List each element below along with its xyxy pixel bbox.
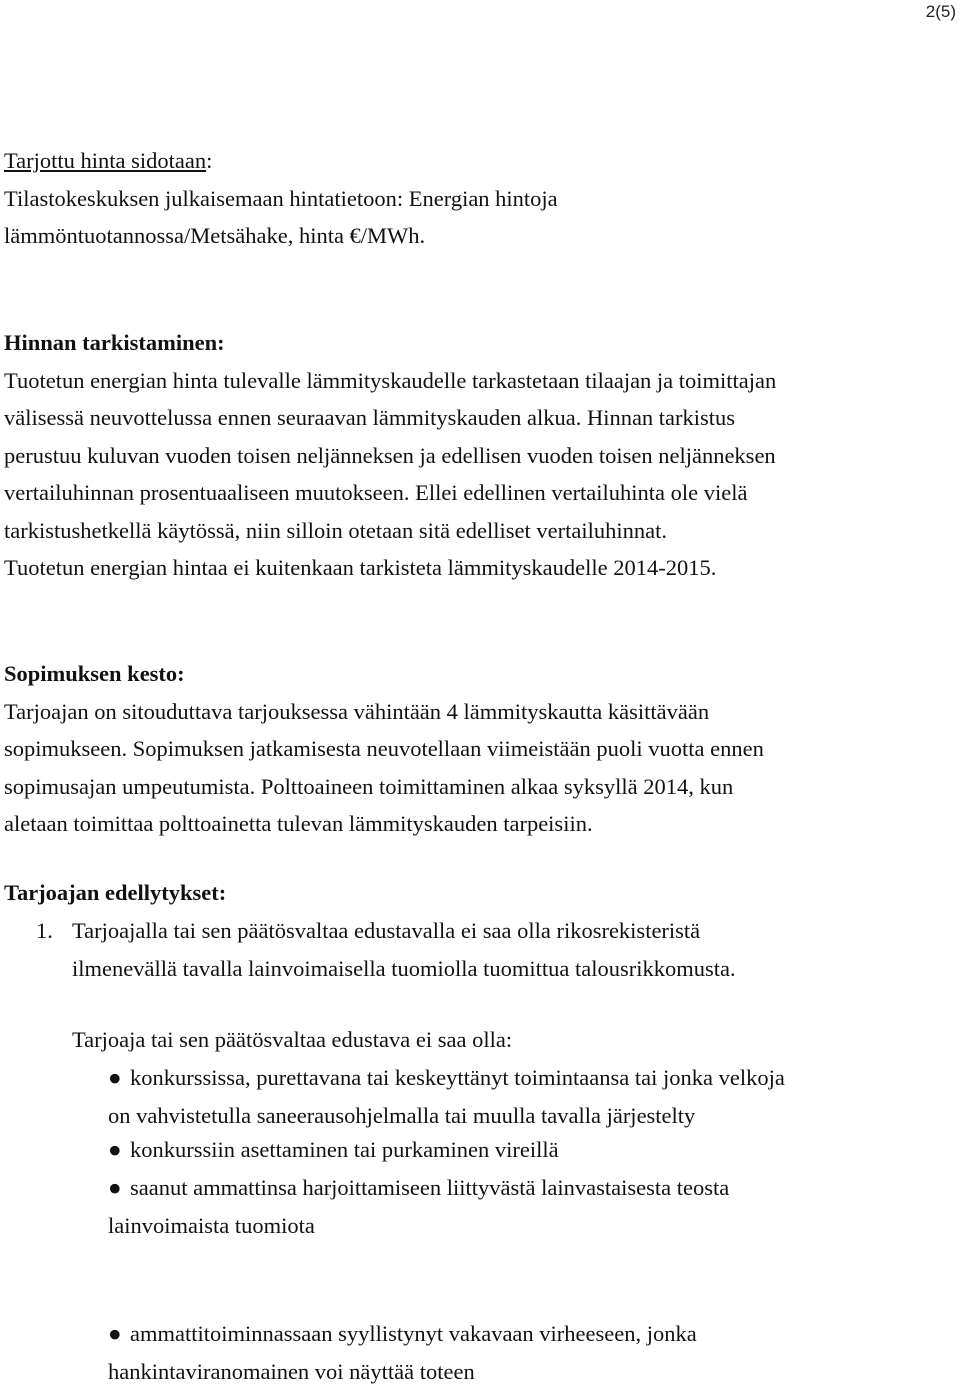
- price-binding-line-2: lämmöntuotannossa/Metsähake, hinta €/MWh.: [4, 217, 956, 255]
- bullet-item-4: [108, 1315, 956, 1390]
- price-review-line-4: vertailuhinnan prosentuaaliseen muutokseen. Ellei edellinen vertailuhinta ole vielä: [4, 474, 956, 512]
- price-review-line-5: tarkistushetkellä käytössä, niin silloin otetaan sitä edelliset vertailuhinnat.: [4, 512, 956, 550]
- page-number: 2(5): [926, 2, 956, 22]
- bullet-item-3-line-2: lainvoimaista tuomiota: [108, 1207, 956, 1245]
- bullet-item-4-line-2: hankintaviranomainen voi näyttää toteen: [108, 1353, 956, 1390]
- bullet-item-1-line-2: on vahvistetulla saneerausohjelmalla tai muulla tavalla järjestelty: [108, 1097, 956, 1135]
- bullet-item-1: [108, 1059, 956, 1134]
- price-review-line-6: Tuotetun energian hintaa ei kuitenkaan tarkisteta lämmityskaudelle 2014-2015.: [4, 549, 956, 587]
- bullet-icon: ●: [108, 1169, 130, 1207]
- bullet-item-2: [108, 1131, 956, 1169]
- price-review-heading: Hinnan tarkistaminen:: [4, 324, 956, 362]
- requirements-heading: Tarjoajan edellytykset:: [4, 874, 956, 912]
- bullet-item-2-line-1: konkurssiin asettaminen tai purkaminen vireillä: [130, 1137, 559, 1162]
- bullet-item-3: [108, 1169, 956, 1244]
- requirement-item-1: [36, 912, 956, 987]
- contract-duration-heading: Sopimuksen kesto:: [4, 655, 956, 693]
- price-binding-heading-colon: :: [206, 148, 212, 173]
- contract-duration-line-1: Tarjoajan on sitouduttava tarjouksessa vähintään 4 lämmityskautta käsittävään: [4, 693, 956, 731]
- bullet-item-1-line-1: konkurssissa, purettavana tai keskeyttänyt toimintaansa tai jonka velkoja: [130, 1065, 785, 1090]
- bullet-icon: ●: [108, 1131, 130, 1169]
- requirement-item-1-number: 1.: [36, 912, 53, 950]
- price-review-section: [4, 324, 956, 587]
- price-review-line-3: perustuu kuluvan vuoden toisen neljänneksen ja edellisen vuoden toisen neljänneksen: [4, 437, 956, 475]
- bullet-icon: ●: [108, 1059, 130, 1097]
- price-binding-line-1: Tilastokeskuksen julkaisemaan hintatietoon: Energian hintoja: [4, 180, 956, 218]
- requirement-item-1-line-1: Tarjoajalla tai sen päätösvaltaa edustavalla ei saa olla rikosrekisteristä: [72, 912, 956, 950]
- requirements-intro-text: Tarjoaja tai sen päätösvaltaa edustava ei saa olla:: [72, 1021, 952, 1059]
- bullet-icon: ●: [108, 1315, 130, 1353]
- contract-duration-line-3: sopimusajan umpeutumista. Polttoaineen toimittaminen alkaa syksyllä 2014, kun: [4, 768, 956, 806]
- contract-duration-line-2: sopimukseen. Sopimuksen jatkamisesta neuvotellaan viimeistään puoli vuotta ennen: [4, 730, 956, 768]
- contract-duration-line-4: aletaan toimittaa polttoainetta tulevan lämmityskauden tarpeisiin.: [4, 805, 956, 843]
- requirements-intro: [72, 1021, 952, 1059]
- bullet-item-3-line-1: saanut ammattinsa harjoittamiseen liittyvästä lainvastaisesta teosta: [130, 1175, 729, 1200]
- price-binding-heading-line: [4, 142, 956, 180]
- price-review-line-2: välisessä neuvottelussa ennen seuraavan lämmityskauden alkua. Hinnan tarkistus: [4, 399, 956, 437]
- requirements-section: [4, 874, 956, 912]
- price-review-line-1: Tuotetun energian hinta tulevalle lämmityskaudelle tarkastetaan tilaajan ja toimittajan: [4, 362, 956, 400]
- bullet-item-4-line-1: ammattitoiminnassaan syyllistynyt vakavaan virheeseen, jonka: [130, 1321, 697, 1346]
- requirement-item-1-line-2: ilmenevällä tavalla lainvoimaisella tuomiolla tuomittua talousrikkomusta.: [72, 950, 956, 988]
- price-binding-heading: Tarjottu hinta sidotaan: [4, 148, 206, 173]
- contract-duration-section: [4, 655, 956, 843]
- price-binding-section: [4, 142, 956, 255]
